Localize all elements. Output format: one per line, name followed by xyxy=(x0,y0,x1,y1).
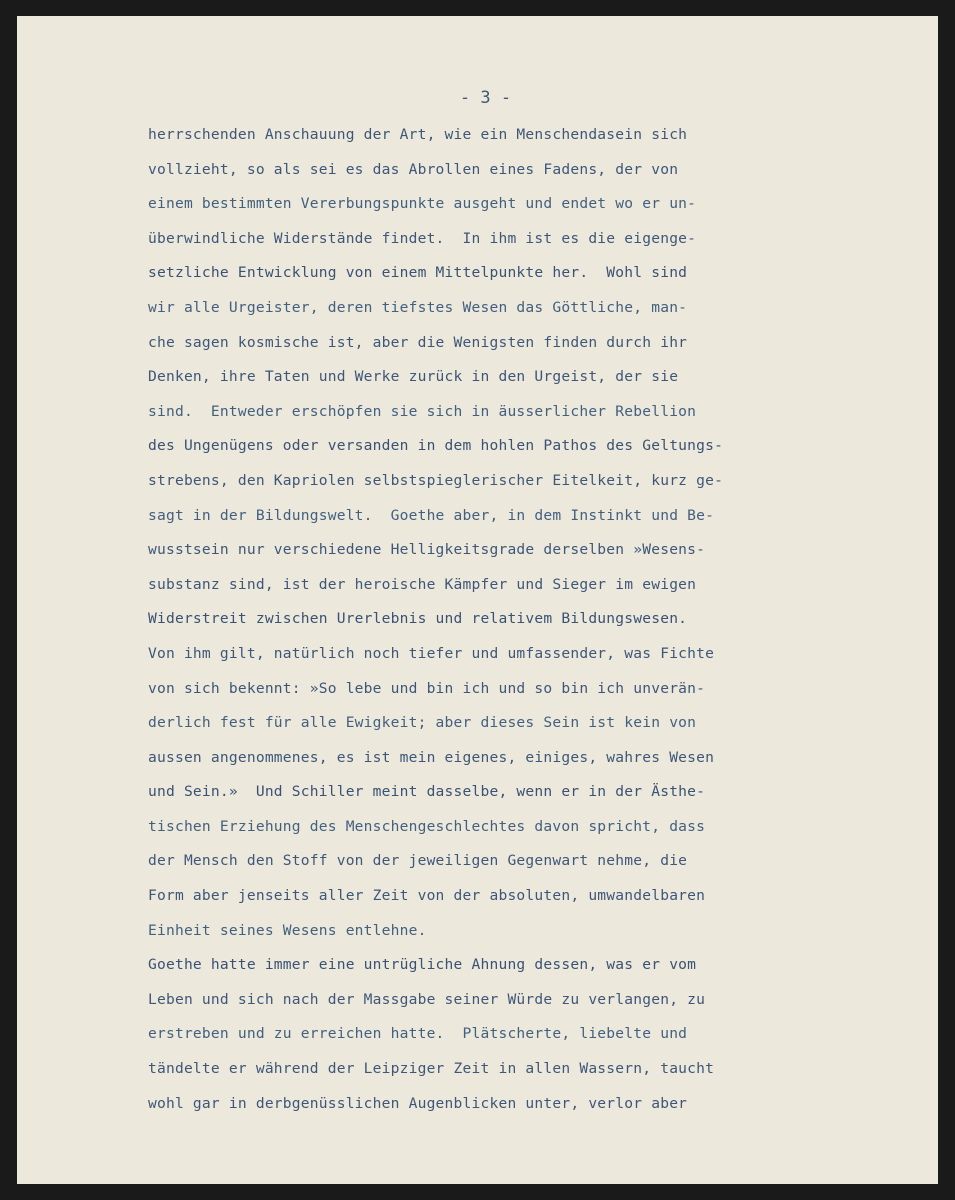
text-line: herrschenden Anschauung der Art, wie ein Menschendasein sich xyxy=(148,126,688,143)
page-number: - 3 - xyxy=(459,88,512,108)
text-line: che sagen kosmische ist, aber die Wenigsten finden durch ihr xyxy=(148,333,688,351)
text-line: überwindliche Widerstände findet. In ihm ist es die eigenge- xyxy=(148,229,697,247)
text-line: einem bestimmten Vererbungspunkte ausgeht und endet wo er un- xyxy=(148,195,697,213)
text-line: strebens, den Kapriolen selbstspieglerischer Eitelkeit, kurz ge- xyxy=(148,471,724,489)
text-line: Denken, ihre Taten und Werke zurück in den Urgeist, der sie xyxy=(148,368,679,386)
text-line: Form aber jenseits aller Zeit von der absoluten, umwandelbaren xyxy=(148,887,706,905)
text-line: Von ihm gilt, natürlich noch tiefer und umfassender, was Fichte xyxy=(148,644,715,662)
text-line: vollzieht, so als sei es das Abrollen eines Fadens, der von xyxy=(148,160,679,178)
body-text xyxy=(148,118,908,1121)
text-line: setzliche Entwicklung von einem Mittelpunkte her. Wohl sind xyxy=(148,264,688,282)
text-line: und Sein.» Und Schiller meint dasselbe, wenn er in der Ästhe- xyxy=(148,783,706,801)
text-line: substanz sind, ist der heroische Kämpfer und Sieger im ewigen xyxy=(148,575,697,593)
text-line: Goethe hatte immer eine untrügliche Ahnung dessen, was er vom xyxy=(148,956,697,974)
text-line: sind. Entweder erschöpfen sie sich in äusserlicher Rebellion xyxy=(148,402,697,420)
text-line: wusstsein nur verschiedene Helligkeitsgrade derselben »Wesens- xyxy=(148,541,706,559)
text-line: wir alle Urgeister, deren tiefstes Wesen das Göttliche, man- xyxy=(148,298,688,316)
text-line: Einheit seines Wesens entlehne. xyxy=(148,921,427,939)
typewritten-page xyxy=(17,16,938,1184)
text-line: wohl gar in derbgenüsslichen Augenblicken unter, verlor aber xyxy=(148,1094,688,1112)
text-line: aussen angenommenes, es ist mein eigenes, einiges, wahres Wesen xyxy=(148,748,715,766)
text-line: tischen Erziehung des Menschengeschlechtes davon spricht, dass xyxy=(148,817,706,835)
text-line: des Ungenügens oder versanden in dem hohlen Pathos des Geltungs- xyxy=(148,437,724,455)
text-line: tändelte er während der Leipziger Zeit in allen Wassern, taucht xyxy=(148,1060,715,1078)
text-line: erstreben und zu erreichen hatte. Plätscherte, liebelte und xyxy=(148,1025,688,1043)
text-line: von sich bekennt: »So lebe und bin ich und so bin ich unverän- xyxy=(148,679,706,697)
text-line: Leben und sich nach der Massgabe seiner Würde zu verlangen, zu xyxy=(148,990,706,1008)
text-line: sagt in der Bildungswelt. Goethe aber, in dem Instinkt und Be- xyxy=(148,506,715,524)
text-line: Widerstreit zwischen Urerlebnis und relativem Bildungswesen. xyxy=(148,610,688,628)
text-line: derlich fest für alle Ewigkeit; aber dieses Sein ist kein von xyxy=(148,714,697,732)
text-line: der Mensch den Stoff von der jeweiligen Gegenwart nehme, die xyxy=(148,852,688,870)
